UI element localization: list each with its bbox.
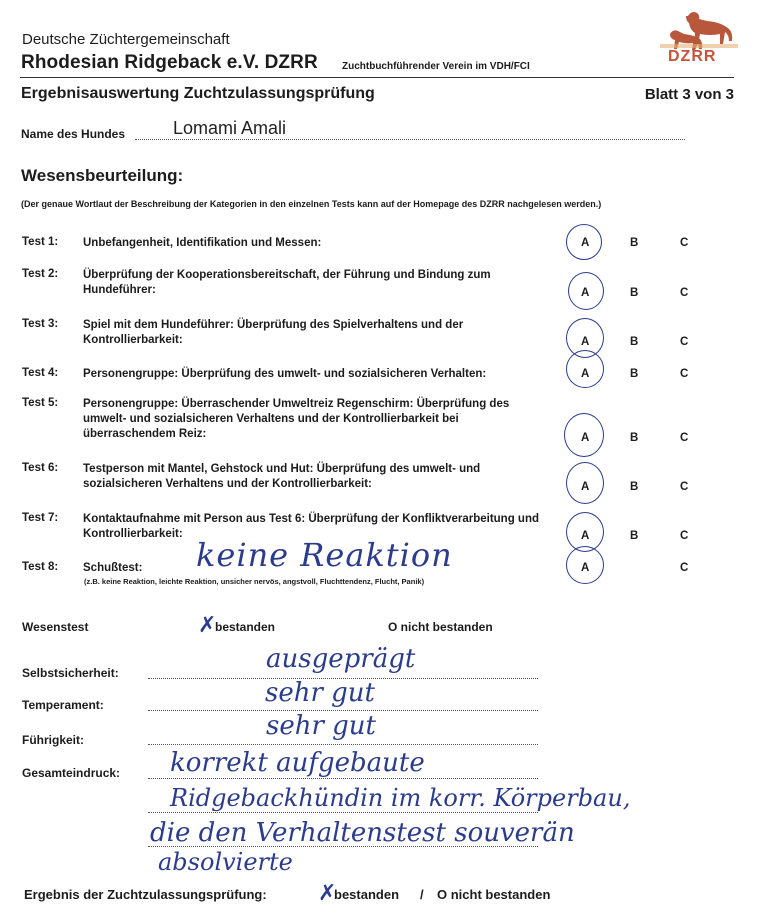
test-4-grade-c[interactable]: C: [680, 368, 689, 380]
test-8-grade-a[interactable]: A: [581, 562, 590, 574]
test-2-number: Test 2:: [22, 268, 59, 280]
wesenstest-label: Wesenstest: [22, 620, 89, 634]
test-8-number: Test 8:: [22, 561, 59, 573]
gesamteindruck-line-1: [148, 778, 538, 779]
test-2-description: Überprüfung der Kooperationsbereitschaft, der Führung und Bindung zum Hundeführer:: [83, 269, 491, 296]
assessment-heading: Wesensbeurteilung:: [21, 166, 184, 185]
test-4-grade-a[interactable]: A: [581, 368, 590, 380]
test-2-grade-c[interactable]: C: [680, 287, 689, 299]
temperament-value: sehr gut: [265, 678, 376, 708]
final-result-label: Ergebnis der Zuchtzulassungsprüfung:: [24, 887, 267, 902]
test-7-grade-b[interactable]: B: [630, 530, 639, 542]
test-2-grade-b[interactable]: B: [630, 287, 639, 299]
test-8-subnote: (z.B. keine Reaktion, leichte Reaktion, unsicher nervös, angstvoll, Fluchttendenz, Flucht, Panik): [84, 577, 425, 586]
selbstsicherheit-value: ausgeprägt: [266, 644, 416, 674]
gesamteindruck-text-line-1: korrekt aufgebaute: [170, 748, 425, 778]
test-1-grade-a[interactable]: A: [581, 237, 590, 249]
test-6-grade-b[interactable]: B: [630, 481, 639, 493]
selbstsicherheit-label: Selbstsicherheit:: [22, 666, 119, 680]
breed-title: Rhodesian Ridgeback e.V. DZRR: [21, 52, 318, 73]
test-8-handwritten-reaction: keine Reaktion: [196, 536, 453, 574]
final-result-separator: /: [420, 887, 424, 902]
test-3-number: Test 3:: [22, 318, 59, 330]
test-8-description: Schußtest:: [83, 562, 143, 574]
header-rule: [20, 77, 734, 78]
test-7-number: Test 7:: [22, 512, 59, 524]
gesamteindruck-line-2: [148, 812, 538, 813]
fuehrigkeit-line: [148, 744, 538, 745]
test-5-grade-c[interactable]: C: [680, 432, 689, 444]
test-5-grade-b[interactable]: B: [630, 432, 639, 444]
temperament-label: Temperament:: [22, 698, 104, 712]
logo-text: DZRR: [668, 48, 717, 65]
test-8-grade-c[interactable]: C: [680, 562, 689, 574]
dog-name-label: Name des Hundes: [21, 127, 126, 141]
final-result-failed-option[interactable]: O nicht bestanden: [437, 887, 551, 902]
gesamteindruck-text-line-2: Ridgebackhündin im korr. Körperbau,: [170, 784, 631, 812]
wesenstest-passed-option[interactable]: bestanden: [215, 620, 276, 634]
fuehrigkeit-label: Führigkeit:: [22, 733, 84, 747]
test-6-grade-c[interactable]: C: [680, 481, 689, 493]
test-1-number: Test 1:: [22, 236, 59, 248]
test-3-grade-b[interactable]: B: [630, 336, 639, 348]
test-7-grade-a[interactable]: A: [581, 530, 590, 542]
test-8-selection-circle: [566, 546, 604, 584]
test-4-description: Personengruppe: Überprüfung des umwelt- und sozialsicheren Verhalten:: [83, 368, 487, 380]
gesamteindruck-label: Gesamteindruck:: [22, 766, 121, 780]
test-3-description: Spiel mit dem Hundeführer: Überprüfung des Spielverhaltens und der Kontrollierbarkeit:: [83, 319, 464, 346]
test-2-grade-a[interactable]: A: [581, 287, 590, 299]
test-2-selection-circle: [568, 272, 604, 310]
test-6-grade-a[interactable]: A: [581, 481, 590, 493]
test-1-selection-circle: [566, 224, 602, 260]
final-result-passed-option[interactable]: bestanden: [334, 887, 400, 902]
sheet-number: Blatt 3 von 3: [644, 86, 734, 103]
dog-name-value: Lomami Amali: [173, 118, 287, 138]
test-4-grade-b[interactable]: B: [630, 368, 639, 380]
final-result-check-mark-icon: ✗: [318, 880, 337, 905]
test-3-grade-a[interactable]: A: [581, 336, 590, 348]
test-6-selection-circle: [566, 462, 604, 504]
fuehrigkeit-value: sehr gut: [266, 711, 377, 741]
test-4-selection-circle: [566, 350, 604, 388]
test-6-description: Testperson mit Mantel, Gehstock und Hut: Überprüfung des umwelt- und sozialsicheren Verhaltens und der Kontrollierbarkeit:: [83, 463, 481, 490]
test-7-description: Kontaktaufnahme mit Person aus Test 6: Überprüfung der Konfliktverarbeitung und Kontrollierbarkeit:: [83, 513, 540, 540]
test-4-number: Test 4:: [22, 367, 59, 379]
breed-subtitle: Zuchtbuchführender Verein im VDH/FCI: [342, 61, 530, 72]
test-1-description: Unbefangenheit, Identifikation und Messen:: [83, 237, 322, 249]
assessment-note: (Der genaue Wortlaut der Beschreibung der Kategorien in den einzelnen Tests kann auf der Homepage des DZRR nachgelesen werden.): [21, 199, 602, 209]
test-5-grade-a[interactable]: A: [581, 432, 590, 444]
organization-name: Deutsche Züchtergemeinschaft: [22, 31, 230, 48]
test-5-number: Test 5:: [22, 397, 59, 409]
test-7-grade-c[interactable]: C: [680, 530, 689, 542]
evaluation-title: Ergebnisauswertung Zuchtzulassungsprüfung: [21, 85, 375, 102]
test-1-grade-b[interactable]: B: [630, 237, 639, 249]
dog-name-line: [135, 139, 685, 140]
gesamteindruck-text-line-4: absolvierte: [158, 848, 293, 876]
test-1-grade-c[interactable]: C: [680, 237, 689, 249]
wesenstest-check-mark-icon: ✗: [198, 612, 217, 637]
test-5-description: Personengruppe: Überraschender Umweltreiz Regenschirm: Überprüfung des umwelt- und sozialsicheren Verhaltens und der Kontrollierbarkeit bei überraschendem Reiz:: [83, 398, 510, 440]
gesamteindruck-text-line-3: die den Verhaltenstest souverän: [150, 818, 575, 848]
test-5-selection-circle: [564, 413, 604, 457]
wesenstest-failed-option[interactable]: O nicht bestanden: [388, 620, 493, 634]
test-3-grade-c[interactable]: C: [680, 336, 689, 348]
test-6-number: Test 6:: [22, 462, 59, 474]
